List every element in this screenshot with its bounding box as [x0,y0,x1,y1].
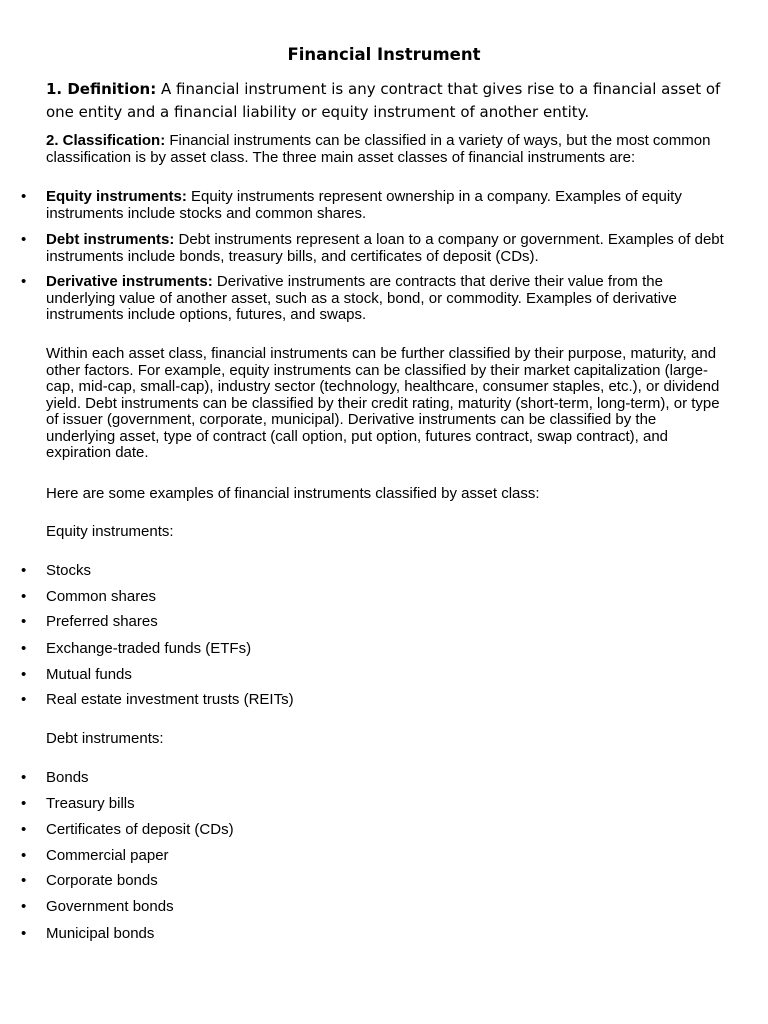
classification-text: Financial instruments can be classified in a variety of ways, but the most common classification is by asset class. The three main asset classes of financial instruments are: [46,132,711,166]
bullet-icon: • [21,847,27,864]
bullet-icon: • [21,613,27,630]
list-item: Certificates of deposit (CDs) [46,821,234,838]
bullet-icon: • [21,872,27,889]
classification-label: 2. Classification: [46,132,166,149]
definition-label: 1. Definition: [46,80,157,98]
within-class-paragraph: Within each asset class, financial instruments can be further classified by their purpose, maturity, and other factors. For example, equity instruments can be classified by their market capitalization (large-cap, mid-cap, small-cap), industry sector (technology, healthcare, consumer staples, etc.), or dividend yield. Debt instruments can be classified by their credit rating, maturity (short-term, long-term), or type of issuer (government, corporate, municipal). Derivative instruments can be classified by the underlying asset, type of contract (call option, put option, futures contract, swap contract), and expiration date. [46,345,720,461]
list-item: Government bonds [46,898,174,915]
list-item: Bonds [46,769,89,786]
list-item: Municipal bonds [46,925,155,942]
list-item: Exchange-traded funds (ETFs) [46,640,252,657]
definition-text: A financial instrument is any contract that gives rise to a financial asset of one entity and a financial liability or equity instrument of another entity. [46,80,721,121]
list-item: Corporate bonds [46,872,158,889]
asset-class-equity [46,189,726,222]
bullet-icon: • [21,640,27,657]
bullet-icon: • [21,925,27,942]
bullet-icon: • [21,821,27,838]
asset-class-label: Debt instruments: [46,231,175,248]
bullet-icon: • [21,562,27,579]
list-item: Real estate investment trusts (REITs) [46,691,294,708]
bullet-icon: • [21,795,27,812]
asset-class-label: Derivative instruments: [46,273,213,290]
definition-paragraph [46,78,726,124]
list-item: Mutual funds [46,666,132,683]
asset-class-debt [46,232,726,265]
asset-class-derivative [46,274,726,324]
list-item: Stocks [46,562,92,579]
bullet-icon: • [21,898,27,915]
classification-paragraph [46,133,726,166]
asset-class-text: Debt instruments represent a loan to a company or government. Examples of debt instruments include bonds, treasury bills, and certificates of deposit (CDs). [46,231,724,265]
bullet-icon: • [21,231,27,248]
bullet-icon: • [21,666,27,683]
debt-heading: Debt instruments: [46,730,164,747]
list-item: Treasury bills [46,795,135,812]
examples-intro: Here are some examples of financial instruments classified by asset class: [46,485,540,502]
asset-class-text: Derivative instruments are contracts that derive their value from the underlying value of another asset, such as a stock, bond, or commodity. Examples of derivative instruments include options, futures, and swaps. [46,273,677,323]
bullet-icon: • [21,691,27,708]
bullet-icon: • [21,188,27,205]
equity-heading: Equity instruments: [46,523,174,540]
asset-class-label: Equity instruments: [46,188,187,205]
bullet-icon: • [21,769,27,786]
asset-class-text: Equity instruments represent ownership in a company. Examples of equity instruments include stocks and common shares. [46,188,682,222]
bullet-icon: • [21,588,27,605]
list-item: Commercial paper [46,847,169,864]
list-item: Preferred shares [46,613,158,630]
page-title: Financial Instrument [287,45,481,64]
bullet-icon: • [21,273,27,290]
list-item: Common shares [46,588,157,605]
